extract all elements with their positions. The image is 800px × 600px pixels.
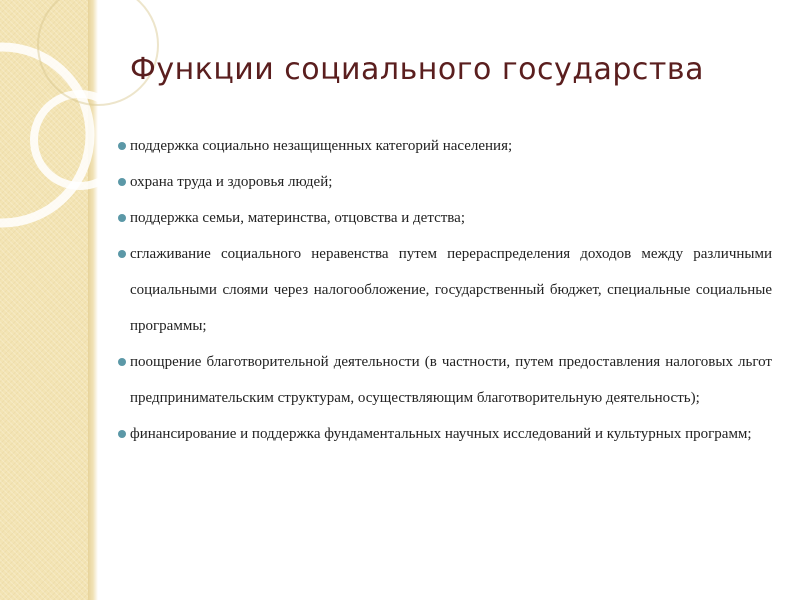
- bullet-text: поддержка семьи, материнства, отцовства и детства;: [130, 210, 466, 226]
- bullet-dot-icon: [118, 358, 126, 366]
- bullet-item: [118, 416, 772, 452]
- bullet-dot-icon: [118, 430, 126, 438]
- bullet-text: финансирование и поддержка фундаментальных научных исследований и культурных программ;: [130, 426, 752, 442]
- bullet-dot-icon: [118, 250, 126, 258]
- bullet-dot-icon: [118, 178, 126, 186]
- side-panel-edge: [88, 0, 98, 600]
- bullet-text: сглаживание социального неравенства путем перераспределения доходов между различными социальными слоями через налогообложение, государственный бюджет, специальные социальные программы;: [130, 246, 772, 334]
- bullet-item: [118, 344, 772, 416]
- slide-title: Функции социального государства: [130, 52, 704, 87]
- bullet-item: [118, 128, 772, 164]
- bullet-item: [118, 164, 772, 200]
- bullet-item: [118, 200, 772, 236]
- bullet-dot-icon: [118, 142, 126, 150]
- bullet-item: [118, 236, 772, 344]
- decorative-side-panel: [0, 0, 88, 600]
- bullet-dot-icon: [118, 214, 126, 222]
- bullet-text: поддержка социально незащищенных категорий населения;: [130, 138, 513, 154]
- bullet-text: охрана труда и здоровья людей;: [130, 174, 333, 190]
- bullet-text: поощрение благотворительной деятельности (в частности, путем предоставления налоговых льгот предпринимательским структурам, осуществляющим благотворительную деятельность);: [130, 354, 772, 406]
- bullet-list: [118, 128, 772, 452]
